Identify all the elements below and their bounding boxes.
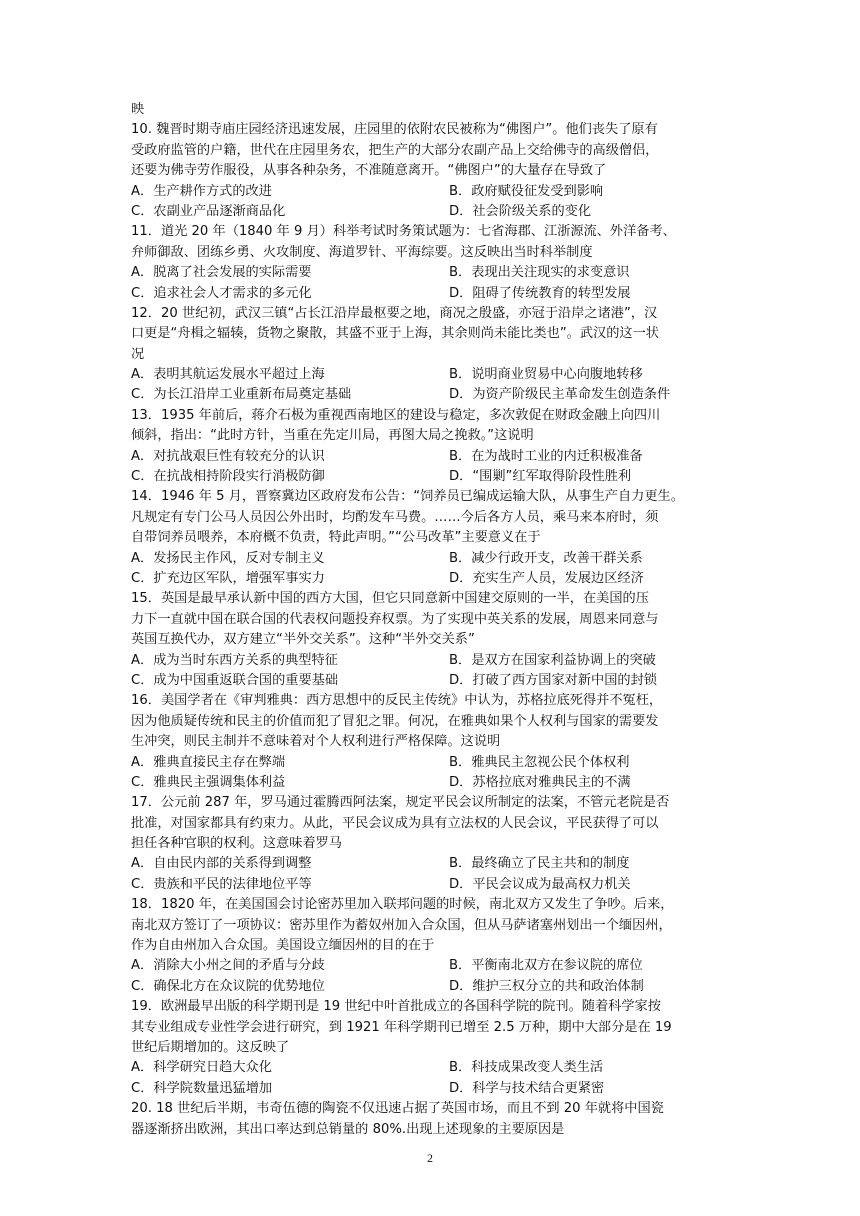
text-line: 力下一直就中国在联合国的代表权问题投弃权票。为了实现中英关系的发展，周恩来同意与 [131, 611, 659, 627]
answer-options-row [131, 875, 731, 895]
text-line: 世纪后期增加的。这反映了 [131, 1039, 290, 1055]
text-line: 还要为佛寺劳作服役，从事各种杂务，不准随意离开。“佛图户”的大量存在导致了 [131, 163, 607, 179]
answer-option: C．雅典民主强调集体利益 [131, 774, 286, 790]
text-line: 16．美国学者在《审判雅典：西方思想中的反民主传统》中认为，苏格拉底死得并不冤枉， [131, 693, 663, 709]
answer-options-row [131, 549, 731, 569]
answer-option: B．平衡南北双方在参议院的席位 [449, 958, 643, 974]
answer-option: D．充实生产人员，发展边区经济 [449, 570, 644, 586]
answer-options-row [131, 651, 731, 671]
answer-option: A．消除大小州之间的矛盾与分歧 [131, 958, 325, 974]
text-line: 作为自由州加入合众国。美国设立缅因州的目的在于 [131, 938, 435, 954]
answer-option: D．维护三权分立的共和政治体制 [449, 978, 644, 994]
page-number: 2 [427, 1151, 433, 1165]
text-line: 映 [131, 102, 145, 117]
text-line: 受政府监管的户籍，世代在庄园里务农，把生产的大部分农副产品上交给佛寺的高级僧侣， [131, 142, 659, 158]
answer-options-row [131, 467, 731, 487]
text-line: 自带饲养员喂养，本府概不负责，特此声明。”“公马改革”主要意义在于 [131, 530, 541, 546]
question-text-block [131, 100, 731, 1140]
answer-option: A．表明其航运发展水平超过上海 [131, 367, 325, 383]
answer-option: C．为长江沿岸工业重新布局奠定基础 [131, 387, 352, 403]
answer-option: B．雅典民主忽视公民个体权利 [449, 754, 630, 770]
text-line: 11．道光 20 年（1840 年 9 月）科举考试时务策试题为：七省海郡、江浙源流、外洋备考、 [131, 224, 676, 240]
answer-option: B．科技成果改变人类生活 [449, 1060, 604, 1076]
answer-option: D．打破了西方国家对新中国的封锁 [449, 672, 657, 688]
answer-options-row [131, 569, 731, 589]
answer-options-row [131, 977, 731, 997]
answer-option: D．为资产阶级民主革命发生创造条件 [449, 387, 671, 403]
answer-option: B．是双方在国家利益协调上的突破 [449, 652, 656, 668]
text-line: 其专业组成专业性学会进行研究，到 1921 年科学期刊已增至 2.5 万种，期中大部分是在 19 [131, 1019, 672, 1035]
answer-options-row [131, 1079, 731, 1099]
answer-option: C．成为中国重返联合国的重要基础 [131, 672, 339, 688]
text-line: 因为他质疑传统和民主的价值而犯了冒犯之罪。何况，在雅典如果个人权利与国家的需要发 [131, 713, 659, 729]
text-line: 10. 魏晋时期寺庙庄园经济迅速发展，庄园里的依附农民被称为“佛图户”。他们丧失了原有 [131, 122, 658, 138]
answer-option: A．发扬民主作风，反对专制主义 [131, 550, 325, 566]
text-line: 南北双方签订了一项协议：密苏里作为蓄奴州加入合众国，但从马萨诸塞州划出一个缅因州， [131, 917, 672, 933]
text-line: 凡规定有专门公马人员因公外出时，均酌发车马费。……今后各方人员，乘马来本府时，须 [131, 509, 659, 525]
answer-option: C．确保北方在众议院的优势地位 [131, 978, 325, 994]
answer-option: B．说明商业贸易中心向腹地转移 [449, 367, 643, 383]
answer-options-row [131, 182, 731, 202]
text-line: 器逐渐挤出欧洲，其出口率达到总销量的 80%.出现上述现象的主要原因是 [131, 1121, 565, 1137]
answer-option: C．在抗战相持阶段实行消极防御 [131, 469, 325, 485]
answer-options-row [131, 1058, 731, 1078]
text-line: 况 [131, 346, 145, 362]
answer-option: B．表现出关注现实的求变意识 [449, 265, 630, 281]
answer-option: A．对抗战艰巨性有较充分的认识 [131, 448, 325, 464]
text-line: 15．英国是最早承认新中国的西方大国，但它只同意新中国建交原则的一半，在美国的压 [131, 591, 649, 607]
text-line: 12．20 世纪初，武汉三镇“占长江沿岸最枢要之地，商况之殷盛，亦冠于沿岸之诸港”，汉 [131, 305, 658, 321]
answer-option: C．贵族和平民的法律地位平等 [131, 876, 312, 892]
answer-options-row [131, 284, 731, 304]
answer-option: A．生产耕作方式的改进 [131, 183, 272, 199]
answer-option: D．“围剿”红军取得阶段性胜利 [449, 469, 632, 485]
text-line: 口更是“舟楫之辐辏，货物之聚散，其盛不亚于上海，其余则尚未能比类也”。武汉的这一状 [131, 326, 659, 342]
answer-option: B．政府赋役征发受到影响 [449, 183, 604, 199]
answer-options-row [131, 671, 731, 691]
answer-options-row [131, 365, 731, 385]
answer-option: D．科学与技术结合更紧密 [449, 1080, 605, 1096]
answer-option: B．最终确立了民主共和的制度 [449, 856, 630, 872]
text-line: 17．公元前 287 年，罗马通过霍腾西阿法案，规定平民会议所制定的法案，不管元老院是否 [131, 795, 670, 811]
text-line: 英国互换代办，双方建立“半外交关系”。这种“半外交关系” [131, 632, 475, 648]
answer-option: A．脱离了社会发展的实际需要 [131, 265, 312, 281]
answer-options-row [131, 773, 731, 793]
answer-option: A．自由民内部的关系得到调整 [131, 856, 312, 872]
answer-option: C．农副业产品逐渐商品化 [131, 203, 286, 219]
answer-option: C．科学院数量迅猛增加 [131, 1080, 273, 1096]
answer-options-row [131, 263, 731, 283]
answer-option: B．在为战时工业的内迁积极准备 [449, 448, 643, 464]
answer-option: D．苏格拉底对雅典民主的不满 [449, 774, 631, 790]
answer-option: B．减少行政开支，改善干群关系 [449, 550, 643, 566]
answer-options-row [131, 202, 731, 222]
answer-options-row [131, 385, 731, 405]
answer-option: A．科学研究日趋大众化 [131, 1060, 272, 1076]
text-line: 担任各种官职的权利。这意味着罗马 [131, 836, 342, 852]
answer-option: A．成为当时东西方关系的典型特征 [131, 652, 338, 668]
answer-option: A．雅典直接民主存在弊端 [131, 754, 286, 770]
text-line: 13．1935 年前后，蒋介石极为重视西南地区的建设与稳定，多次敦促在财政金融上向四川 [131, 407, 661, 423]
answer-option: D．社会阶级关系的变化 [449, 203, 592, 219]
text-line: 倾斜，指出：“此时方针，当重在先定川局，再图大局之挽救。”这说明 [131, 428, 534, 444]
answer-option: D．平民会议成为最高权力机关 [449, 876, 631, 892]
answer-options-row [131, 447, 731, 467]
text-line: 18．1820 年，在美国国会讨论密苏里加入联邦问题的时候，南北双方又发生了争吵。后来， [131, 897, 674, 913]
answer-options-row [131, 854, 731, 874]
text-line: 弁师御敌、团练乡勇、火攻制度、海道罗针、平海综要。这反映出当时科举制度 [131, 244, 593, 260]
answer-option: C．追求社会人才需求的多元化 [131, 285, 312, 301]
answer-options-row [131, 956, 731, 976]
answer-option: C．扩充边区军队，增强军事实力 [131, 570, 325, 586]
text-line: 14．1946 年 5 月，晋察冀边区政府发布公告：“饲养员已编成运输大队，从事生产自力更生。 [131, 489, 684, 505]
answer-option: D．阻碍了传统教育的转型发展 [449, 285, 631, 301]
text-line: 生冲突，则民主制并不意味着对个人权利进行严格保障。这说明 [131, 734, 501, 750]
text-line: 批准，对国家都具有约束力。从此，平民会议成为具有立法权的人民会议，平民获得了可以 [131, 815, 659, 831]
answer-options-row [131, 753, 731, 773]
text-line: 20. 18 世纪后半期，韦奇伍德的陶瓷不仅迅速占据了英国市场，而且不到 20 年就将中国瓷 [131, 1101, 664, 1117]
text-line: 19．欧洲最早出版的科学期刊是 19 世纪中叶首批成立的各国科学院的院刊。随着科学家按 [131, 999, 661, 1015]
